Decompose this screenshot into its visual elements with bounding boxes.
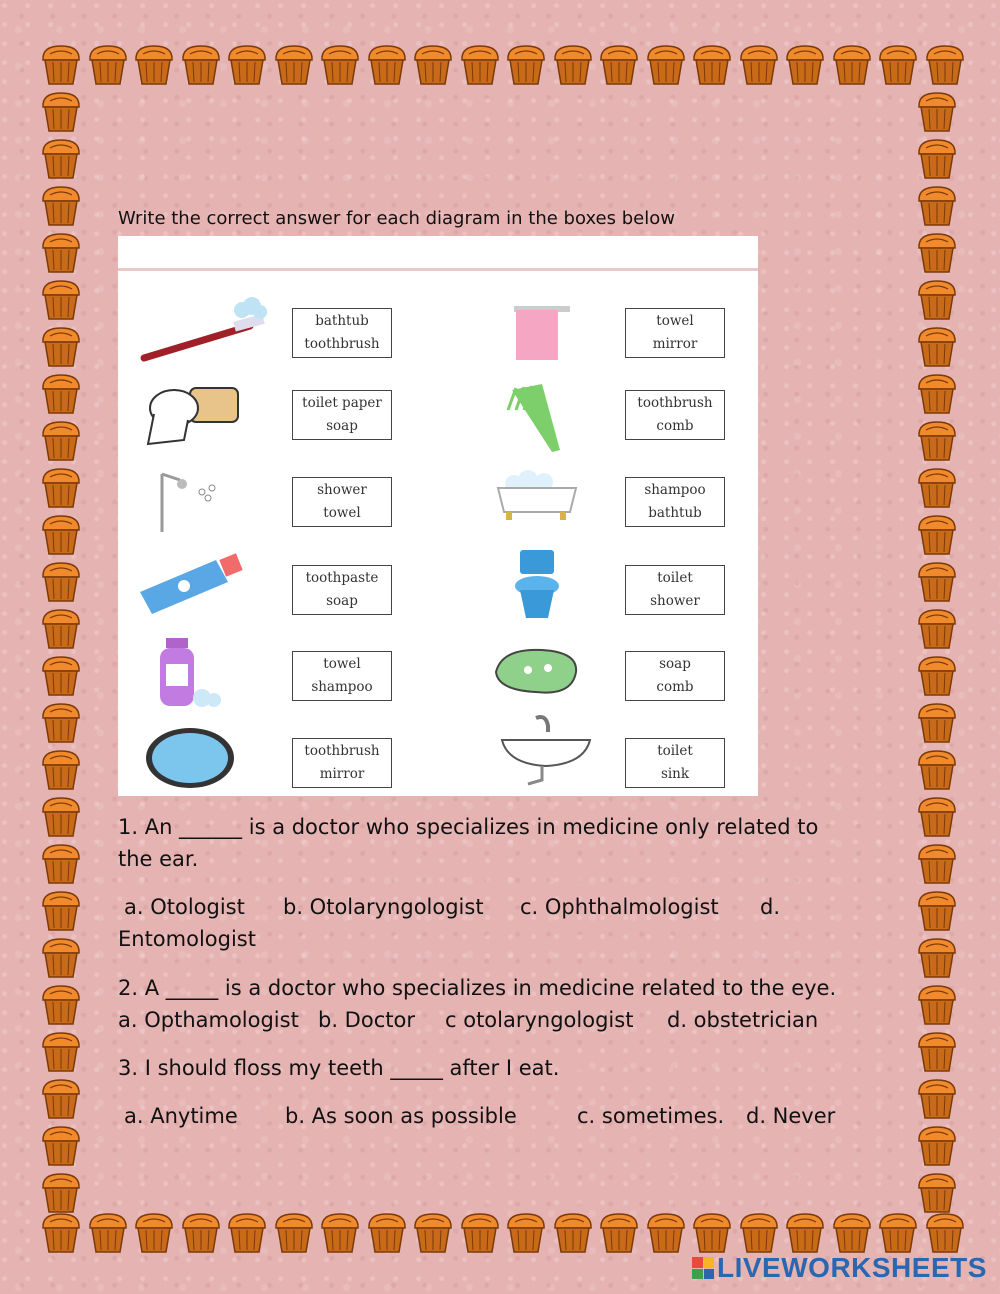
cupcake-icon [226, 42, 268, 86]
cupcake-icon [691, 42, 733, 86]
cupcake-icon [87, 42, 129, 86]
option-1: towel [323, 656, 361, 672]
cupcake-icon [319, 1210, 361, 1254]
cupcake-icon [916, 1170, 958, 1214]
cupcake-icon [831, 42, 873, 86]
cupcake-icon [916, 512, 958, 556]
brand-name: LIVEWORKSHEETS [717, 1252, 987, 1283]
cupcake-icon [40, 1076, 82, 1120]
cupcake-icon [319, 42, 361, 86]
option-2: towel [323, 505, 361, 521]
q2-option-d[interactable]: d. obstetrician [667, 1008, 819, 1032]
question-2-text: 2. A _____ is a doctor who specializes in medicine related to the eye. [118, 976, 837, 1000]
toilet-paper-icon [144, 384, 244, 452]
cupcake-icon [40, 747, 82, 791]
cupcake-icon [273, 1210, 315, 1254]
q1-option-d[interactable]: Entomologist [118, 927, 256, 951]
cupcake-icon [40, 606, 82, 650]
cupcake-icon [916, 371, 958, 415]
matching-panel [118, 236, 758, 796]
q2-option-a[interactable]: a. Opthamologist [118, 1008, 299, 1032]
cupcake-icon [916, 982, 958, 1026]
option-2: comb [656, 418, 694, 434]
cupcake-icon [916, 794, 958, 838]
answer-box[interactable] [292, 651, 392, 701]
cupcake-icon [40, 1029, 82, 1073]
shampoo-bottle-icon [156, 636, 226, 710]
answer-box[interactable] [292, 565, 392, 615]
q3-option-c[interactable]: c. sometimes. [577, 1104, 725, 1128]
q1-option-b[interactable]: b. Otolaryngologist [283, 895, 484, 919]
soap-icon [492, 642, 582, 700]
cupcake-icon [924, 1210, 966, 1254]
cupcake-icon [226, 1210, 268, 1254]
q1-option-a[interactable]: a. Otologist [124, 895, 245, 919]
option-1: toilet [657, 570, 693, 586]
cupcake-icon [87, 1210, 129, 1254]
instruction-text: Write the correct answer for each diagram in the boxes below [118, 208, 675, 229]
cupcake-icon [916, 888, 958, 932]
cupcake-icon [459, 42, 501, 86]
cupcake-icon [40, 324, 82, 368]
option-1: toilet paper [302, 395, 382, 411]
cupcake-icon [916, 1076, 958, 1120]
cupcake-icon [552, 1210, 594, 1254]
q1-option-c[interactable]: c. Ophthalmologist [520, 895, 719, 919]
answer-box[interactable] [625, 738, 725, 788]
cupcake-icon [784, 1210, 826, 1254]
option-1: soap [659, 656, 691, 672]
q3-option-b[interactable]: b. As soon as possible [285, 1104, 517, 1128]
towel-icon [506, 304, 576, 364]
answer-box[interactable] [292, 390, 392, 440]
option-2: toothbrush [304, 336, 380, 352]
cupcake-icon [40, 465, 82, 509]
cupcake-icon [916, 747, 958, 791]
cupcake-icon [916, 89, 958, 133]
cupcake-icon [366, 42, 408, 86]
option-2: shower [650, 593, 700, 609]
option-1: shower [317, 482, 367, 498]
option-2: soap [326, 418, 358, 434]
cupcake-icon [40, 42, 82, 86]
option-2: mirror [319, 766, 365, 782]
answer-box[interactable] [625, 651, 725, 701]
cupcake-icon [916, 183, 958, 227]
cupcake-icon [412, 42, 454, 86]
cupcake-icon [133, 42, 175, 86]
cupcake-icon [916, 277, 958, 321]
toilet-icon [500, 548, 580, 622]
cupcake-icon [40, 794, 82, 838]
cupcake-icon [645, 42, 687, 86]
cupcake-icon [40, 841, 82, 885]
cupcake-icon [40, 1210, 82, 1254]
cupcake-icon [924, 42, 966, 86]
toothbrush-icon [138, 296, 268, 366]
answer-box[interactable] [292, 477, 392, 527]
q2-option-b[interactable]: b. Doctor [318, 1008, 415, 1032]
liveworksheets-logo[interactable] [692, 1252, 987, 1284]
cupcake-icon [916, 653, 958, 697]
option-2: bathtub [648, 505, 702, 521]
option-2: mirror [652, 336, 698, 352]
comb-icon [502, 380, 572, 456]
cupcake-icon [133, 1210, 175, 1254]
cupcake-icon [916, 136, 958, 180]
cupcake-icon [366, 1210, 408, 1254]
cupcake-icon [273, 42, 315, 86]
answer-box[interactable] [625, 477, 725, 527]
cupcake-icon [40, 935, 82, 979]
cupcake-icon [40, 277, 82, 321]
answer-box[interactable] [292, 738, 392, 788]
cupcake-icon [916, 559, 958, 603]
cupcake-icon [552, 42, 594, 86]
q3-option-a[interactable]: a. Anytime [124, 1104, 238, 1128]
cupcake-icon [831, 1210, 873, 1254]
cupcake-icon [877, 42, 919, 86]
cupcake-icon [916, 935, 958, 979]
answer-box[interactable] [625, 565, 725, 615]
option-2: sink [660, 766, 690, 782]
cupcake-icon [40, 136, 82, 180]
question-1-text: 1. An ______ is a doctor who specializes in medicine only related to [118, 815, 819, 839]
q2-option-c[interactable]: c otolaryngologist [445, 1008, 634, 1032]
answer-box[interactable] [625, 390, 725, 440]
cupcake-icon [40, 982, 82, 1026]
cupcake-icon [40, 230, 82, 274]
cupcake-icon [738, 1210, 780, 1254]
question-3-text: 3. I should floss my teeth _____ after I eat. [118, 1056, 560, 1080]
toothpaste-icon [136, 552, 246, 616]
cupcake-icon [877, 1210, 919, 1254]
option-1: bathtub [315, 313, 369, 329]
option-2: comb [656, 679, 694, 695]
mirror-icon [144, 726, 240, 792]
answer-box[interactable] [625, 308, 725, 358]
cupcake-icon [180, 42, 222, 86]
cupcake-icon [916, 700, 958, 744]
option-1: toothpaste [305, 570, 379, 586]
option-1: towel [656, 313, 694, 329]
cupcake-icon [40, 89, 82, 133]
cupcake-icon [916, 841, 958, 885]
cupcake-icon [40, 1123, 82, 1167]
question-1-text-cont: the ear. [118, 847, 199, 871]
cupcake-icon [598, 1210, 640, 1254]
option-1: shampoo [644, 482, 706, 498]
cupcake-icon [738, 42, 780, 86]
cupcake-icon [916, 1123, 958, 1167]
cupcake-icon [180, 1210, 222, 1254]
cupcake-icon [40, 559, 82, 603]
cupcake-icon [505, 1210, 547, 1254]
cupcake-icon [916, 230, 958, 274]
answer-box[interactable] [292, 308, 392, 358]
cupcake-icon [505, 42, 547, 86]
cupcake-icon [916, 1029, 958, 1073]
cupcake-icon [40, 512, 82, 556]
cupcake-icon [916, 418, 958, 462]
cupcake-icon [916, 465, 958, 509]
q3-option-d[interactable]: d. Never [746, 1104, 836, 1128]
cupcake-icon [784, 42, 826, 86]
option-1: toothbrush [304, 743, 380, 759]
cupcake-icon [598, 42, 640, 86]
cupcake-icon [459, 1210, 501, 1254]
cupcake-icon [40, 888, 82, 932]
cupcake-icon [40, 1170, 82, 1214]
shower-icon [152, 468, 232, 538]
option-2: shampoo [311, 679, 373, 695]
cupcake-icon [40, 700, 82, 744]
cupcake-icon [40, 371, 82, 415]
cupcake-icon [412, 1210, 454, 1254]
cupcake-icon [40, 418, 82, 462]
cupcake-icon [916, 606, 958, 650]
option-1: toothbrush [637, 395, 713, 411]
bathtub-icon [492, 464, 582, 526]
sink-icon [498, 714, 594, 790]
cupcake-icon [916, 324, 958, 368]
cupcake-icon [691, 1210, 733, 1254]
logo-squares-icon [692, 1257, 714, 1279]
cupcake-icon [40, 653, 82, 697]
panel-divider [118, 268, 758, 271]
q1-option-d-label[interactable]: d. [760, 895, 781, 919]
cupcake-icon [645, 1210, 687, 1254]
option-2: soap [326, 593, 358, 609]
cupcake-icon [40, 183, 82, 227]
option-1: toilet [657, 743, 693, 759]
